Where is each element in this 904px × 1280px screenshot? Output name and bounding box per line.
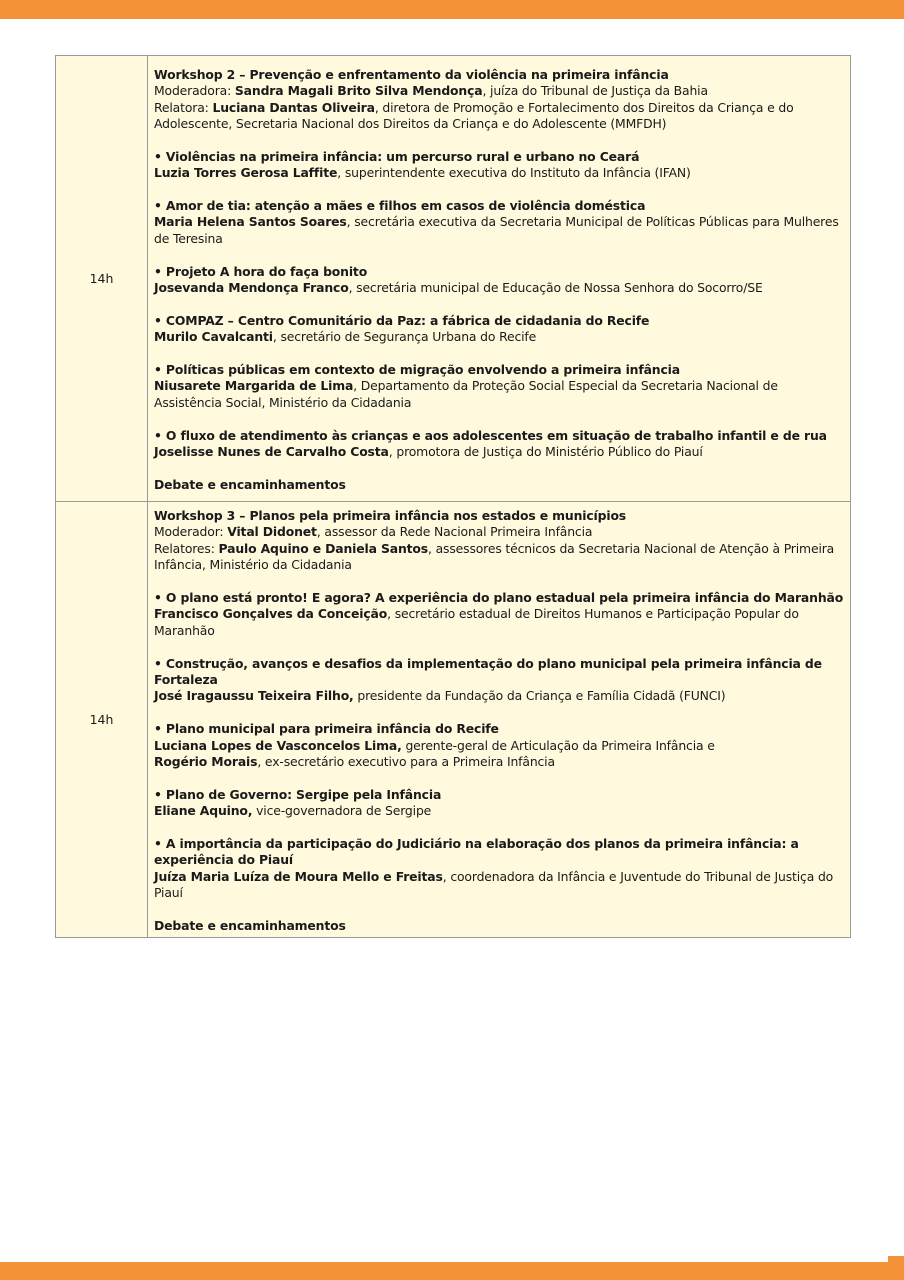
speaker-line: Josevanda Mendonça Franco, secretária municipal de Educação de Nossa Senhora do Socorro/SE xyxy=(154,280,763,295)
talk-title: • COMPAZ – Centro Comunitário da Paz: a fábrica de cidadania do Recife xyxy=(154,312,650,328)
speaker-line: Eliane Aquino, vice-governadora de Sergipe xyxy=(154,803,432,819)
schedule-table xyxy=(55,55,851,938)
talk-title: • Construção, avanços e desafios da implementação do plano municipal pela primeira infância de Fortaleza xyxy=(154,655,822,688)
talk-title: • O plano está pronto! E agora? A experiência do plano estadual pela primeira infância do Maranhão xyxy=(154,590,844,606)
session-cell xyxy=(148,56,851,502)
speaker-line: Murilo Cavalcanti, secretário de Segurança Urbana do Recife xyxy=(154,329,537,345)
closing-line: Debate e encaminhamentos xyxy=(154,476,346,492)
top-accent-bar xyxy=(0,0,904,19)
speaker-line: Luzia Torres Gerosa Laffite, superintendente executiva do Instituto da Infância (IFAN) xyxy=(154,165,691,181)
talk-title: • Políticas públicas em contexto de migração envolvendo a primeira infância xyxy=(154,362,680,377)
workshop-title: Workshop 3 – Planos pela primeira infância nos estados e municípios xyxy=(154,508,627,523)
closing-line: Debate e encaminhamentos xyxy=(154,918,346,934)
speaker-line: Niusarete Margarida de Lima, Departamento da Proteção Social Especial da Secretaria Nacional de Assistência Social, Ministério da Cidadania xyxy=(154,378,778,410)
speaker-line: Rogério Morais, ex-secretário executivo para a Primeira Infância xyxy=(154,754,555,770)
bottom-accent-bar xyxy=(0,1262,904,1280)
speaker-line: Joselisse Nunes de Carvalho Costa, promotora de Justiça do Ministério Público do Piauí xyxy=(154,444,703,460)
table-row xyxy=(56,502,851,938)
rapporteur-line: Relatora: Luciana Dantas Oliveira, diretora de Promoção e Fortalecimento dos Direitos da Criança e do Adolescente, Secretaria Nacional dos Direitos da Criança e do Adolescente (MMFDH) xyxy=(154,99,794,131)
workshop-title: Workshop 2 – Prevenção e enfrentamento da violência na primeira infância xyxy=(154,66,669,82)
speaker-line: Luciana Lopes de Vasconcelos Lima, gerente-geral de Articulação da Primeira Infância e xyxy=(154,737,715,753)
speaker-line: José Iragaussu Teixeira Filho, presidente da Fundação da Criança e Família Cidadã (FUNCI) xyxy=(154,688,726,704)
time-cell: 14h xyxy=(56,502,148,938)
session-cell xyxy=(148,502,851,938)
talk-title: • Plano de Governo: Sergipe pela Infância xyxy=(154,786,442,802)
speaker-line: Francisco Gonçalves da Conceição, secretário estadual de Direitos Humanos e Participação Popular do Maranhão xyxy=(154,606,799,638)
talk-title: • Amor de tia: atenção a mães e filhos em casos de violência doméstica xyxy=(154,197,646,213)
moderator-line: Moderador: Vital Didonet, assessor da Rede Nacional Primeira Infância xyxy=(154,524,593,540)
moderator-line: Moderadora: Sandra Magali Brito Silva Mendonça, juíza do Tribunal de Justiça da Bahia xyxy=(154,83,708,99)
talk-title: • Projeto A hora do faça bonito xyxy=(154,263,368,279)
talk-title: • Plano municipal para primeira infância do Recife xyxy=(154,721,499,737)
talk-title: • Violências na primeira infância: um percurso rural e urbano no Ceará xyxy=(154,148,640,164)
speaker-line: Maria Helena Santos Soares, secretária executiva da Secretaria Municipal de Políticas Públicas para Mulheres de Teresina xyxy=(154,214,839,246)
rapporteur-line: Relatores: Paulo Aquino e Daniela Santos, assessores técnicos da Secretaria Nacional de Atenção à Primeira Infância, Ministério da Cidadania xyxy=(154,540,835,573)
talk-title: • A importância da participação do Judiciário na elaboração dos planos da primeira infância: a experiência do Piauí xyxy=(154,836,799,868)
talk-title: • O fluxo de atendimento às crianças e aos adolescentes em situação de trabalho infantil e de rua xyxy=(154,427,827,443)
time-cell: 14h xyxy=(56,56,148,502)
speaker-line: Juíza Maria Luíza de Moura Mello e Freitas, coordenadora da Infância e Juventude do Tribunal de Justiça do Piauí xyxy=(154,868,834,901)
table-row xyxy=(56,56,851,502)
